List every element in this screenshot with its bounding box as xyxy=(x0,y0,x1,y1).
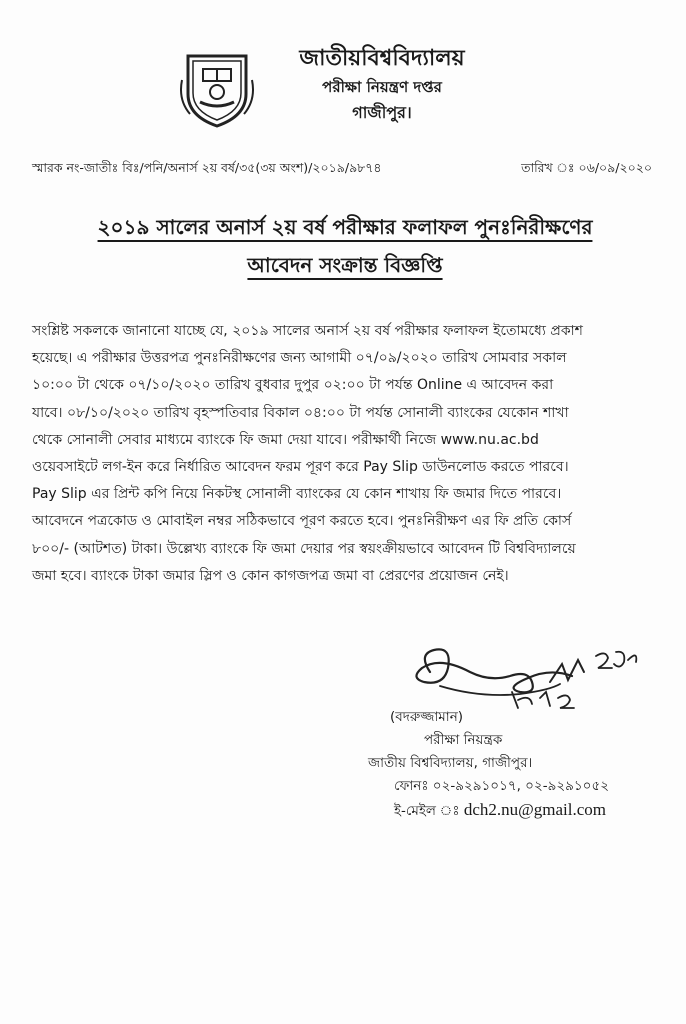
signature-block xyxy=(340,706,650,823)
body-line: আবেদনে পত্রকোড ও মোবাইল নম্বর সঠিকভাবে পূরণ করতে হবে। পুনঃনিরীক্ষণ এর ফি প্রতি কোর্স xyxy=(32,513,572,530)
letterhead-text xyxy=(262,44,502,126)
title-line-1: ২০১৯ সালের অনার্স ২য় বর্ষ পরীক্ষার ফলাফল পুনঃনিরীক্ষণের xyxy=(97,215,593,239)
notice-title xyxy=(40,208,650,284)
email-address: dch2.nu@gmail.com xyxy=(463,800,607,819)
city-name: গাজীপুর। xyxy=(352,103,412,122)
reference-line xyxy=(32,160,652,182)
body-line: জমা হবে। ব্যাংকে টাকা জমার স্লিপ ও কোন কাগজপত্র জমা বা প্রেরণের প্রয়োজন নেই। xyxy=(32,567,509,584)
department-name: পরীক্ষা নিয়ন্ত্রণ দপ্তর xyxy=(322,78,442,96)
signatory-institution: জাতীয় বিশ্ববিদ্যালয়, গাজীপুর। xyxy=(368,755,533,771)
body-line: হয়েছে। এ পরীক্ষার উত্তরপত্র পুনঃনিরীক্ষণের জন্য আগামী ০৭/০৯/২০২০ তারিখ সোমবার সকাল xyxy=(32,350,567,367)
body-line: ওয়েবসাইটে লগ-ইন করে নির্ধারিত আবেদন ফরম পূরণ করে Pay Slip ডাউনলোড করতে পারবে। xyxy=(32,459,569,476)
memo-number: স্মারক নং-জাতীঃ বিঃ/পনি/অনার্স ২য় বর্ষ/৩৫(৩য় অংশ)/২০১৯/৯৮৭৪ xyxy=(32,160,382,175)
signatory-phone: ফোনঃ ০২-৯২৯১০১৭, ০২-৯২৯১০৫২ xyxy=(394,778,609,794)
handwritten-signature xyxy=(400,642,640,712)
body-line: সংশ্লিষ্ট সকলকে জানানো যাচ্ছে যে, ২০১৯ সালের অনার্স ২য় বর্ষ পরীক্ষার ফলাফল ইতোমধ্যে প্রকাশ xyxy=(32,323,583,339)
signatory-title: পরীক্ষা নিয়ন্ত্রক xyxy=(424,732,503,748)
signatory-name: (বদরুজ্জামান) xyxy=(390,709,464,725)
title-line-2: আবেদন সংক্রান্ত বিজ্ঞপ্তি xyxy=(247,253,443,277)
body-line: যাবে। ০৮/১০/২০২০ তারিখ বৃহস্পতিবার বিকাল ০৪:০০ টা পর্যন্ত সোনালী ব্যাংকের যেকোন শাখা xyxy=(32,404,569,421)
memo-date: তারিখ ঃ ০৬/০৯/২০২০ xyxy=(521,160,652,175)
signatory-email-line xyxy=(340,798,650,823)
institution-name: জাতীয়বিশ্ববিদ্যালয় xyxy=(299,46,465,71)
body-line: থেকে সোনালী সেবার মাধ্যমে ব্যাংকে ফি জমা দেয়া যাবে। পরীক্ষার্থী নিজে www.nu.ac.bd xyxy=(32,431,539,448)
email-label: ই-মেইল ঃ xyxy=(394,803,460,819)
notice-body xyxy=(32,318,656,590)
body-line: ৮০০/- (আটশত) টাকা। উল্লেখ্য ব্যাংকে ফি জমা দেয়ার পর স্বয়ংক্রীয়ভাবে আবেদন টি বিশ্ববিদ্যালয়ে xyxy=(32,540,576,557)
university-logo-icon xyxy=(180,50,254,130)
body-line: ১০:০০ টা থেকে ০৭/১০/২০২০ তারিখ বুধবার দুপুর ০২:০০ টা পর্যন্ত Online এ আবেদন করা xyxy=(32,377,554,394)
body-line: Pay Slip এর প্রিন্ট কপি নিয়ে নিকটস্থ সোনালী ব্যাংকের যে কোন শাখায় ফি জমার দিতে পারবে। xyxy=(32,486,562,503)
letterhead xyxy=(180,44,500,144)
